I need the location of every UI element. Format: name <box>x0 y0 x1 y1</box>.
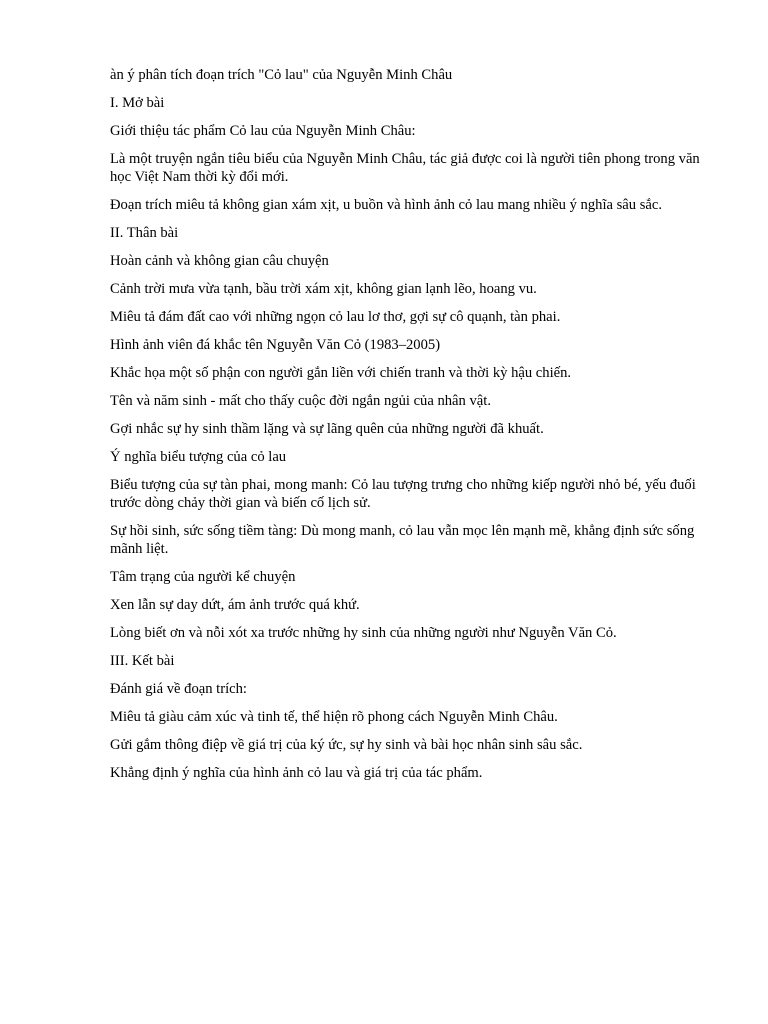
document-body <box>110 66 714 792</box>
paragraph-sacrifice: Gợi nhắc sự hy sinh thầm lặng và sự lãng quên của những người đã khuất. <box>110 421 544 437</box>
paragraph-haunting: Xen lẫn sự day dứt, ám ảnh trước quá khứ. <box>110 597 360 613</box>
paragraph-reed-field: Miêu tả đám đất cao với những ngọn cỏ lau lơ thơ, gợi sự cô quạnh, tàn phai. <box>110 309 561 325</box>
subheading-gravestone: Hình ảnh viên đá khắc tên Nguyễn Văn Cỏ (1983–2005) <box>110 337 441 353</box>
paragraph-message: Gửi gắm thông điệp về giá trị của ký ức, sự hy sinh và bài học nhân sinh sâu sắc. <box>110 737 583 753</box>
paragraph-style: Miêu tả giàu cảm xúc và tinh tế, thể hiện rõ phong cách Nguyễn Minh Châu. <box>110 709 558 725</box>
section-heading-body: II. Thân bài <box>110 225 179 241</box>
subheading-evaluation: Đánh giá về đoạn trích: <box>110 681 247 697</box>
paragraph-significance: Khẳng định ý nghĩa của hình ảnh cỏ lau và giá trị của tác phẩm. <box>110 765 483 781</box>
subheading-reed-symbolism: Ý nghĩa biểu tượng của cỏ lau <box>110 449 287 465</box>
section-heading-conclusion: III. Kết bài <box>110 653 175 669</box>
document-title: àn ý phân tích đoạn trích "Cỏ lau" của Nguyễn Minh Châu <box>110 67 453 83</box>
subheading-context-setting: Hoàn cảnh và không gian câu chuyện <box>110 253 329 269</box>
paragraph-fate: Khắc họa một số phận con người gắn liền với chiến tranh và thời kỳ hậu chiến. <box>110 365 572 381</box>
paragraph-excerpt-description: Đoạn trích miêu tả không gian xám xịt, u buồn và hình ảnh cỏ lau mang nhiều ý nghĩa sâu sắc. <box>110 197 663 213</box>
paragraph-story-overview: Là một truyện ngắn tiêu biểu của Nguyễn Minh Châu, tác giả được coi là người tiên phong trong văn học Việt Nam thời kỳ đổi mới. <box>110 151 700 185</box>
paragraph-weather: Cảnh trời mưa vừa tạnh, bầu trời xám xịt, không gian lạnh lẽo, hoang vu. <box>110 281 537 297</box>
subheading-work-introduction: Giới thiệu tác phẩm Cỏ lau của Nguyễn Minh Châu: <box>110 123 416 139</box>
section-heading-introduction: I. Mở bài <box>110 95 165 111</box>
paragraph-revival: Sự hồi sinh, sức sống tiềm tàng: Dù mong manh, cỏ lau vẫn mọc lên mạnh mẽ, khẳng định sức sống mãnh liệt. <box>110 523 695 557</box>
subheading-narrator-mood: Tâm trạng của người kể chuyện <box>110 569 296 585</box>
paragraph-fragility: Biểu tượng của sự tàn phai, mong manh: Cỏ lau tượng trưng cho những kiếp người nhỏ bé, yếu đuối trước dòng chảy thời gian và biến cố lịch sử. <box>110 477 696 511</box>
paragraph-gratitude: Lòng biết ơn và nỗi xót xa trước những hy sinh của những người như Nguyễn Văn Cỏ. <box>110 625 617 641</box>
paragraph-short-life: Tên và năm sinh - mất cho thấy cuộc đời ngắn ngủi của nhân vật. <box>110 393 491 409</box>
